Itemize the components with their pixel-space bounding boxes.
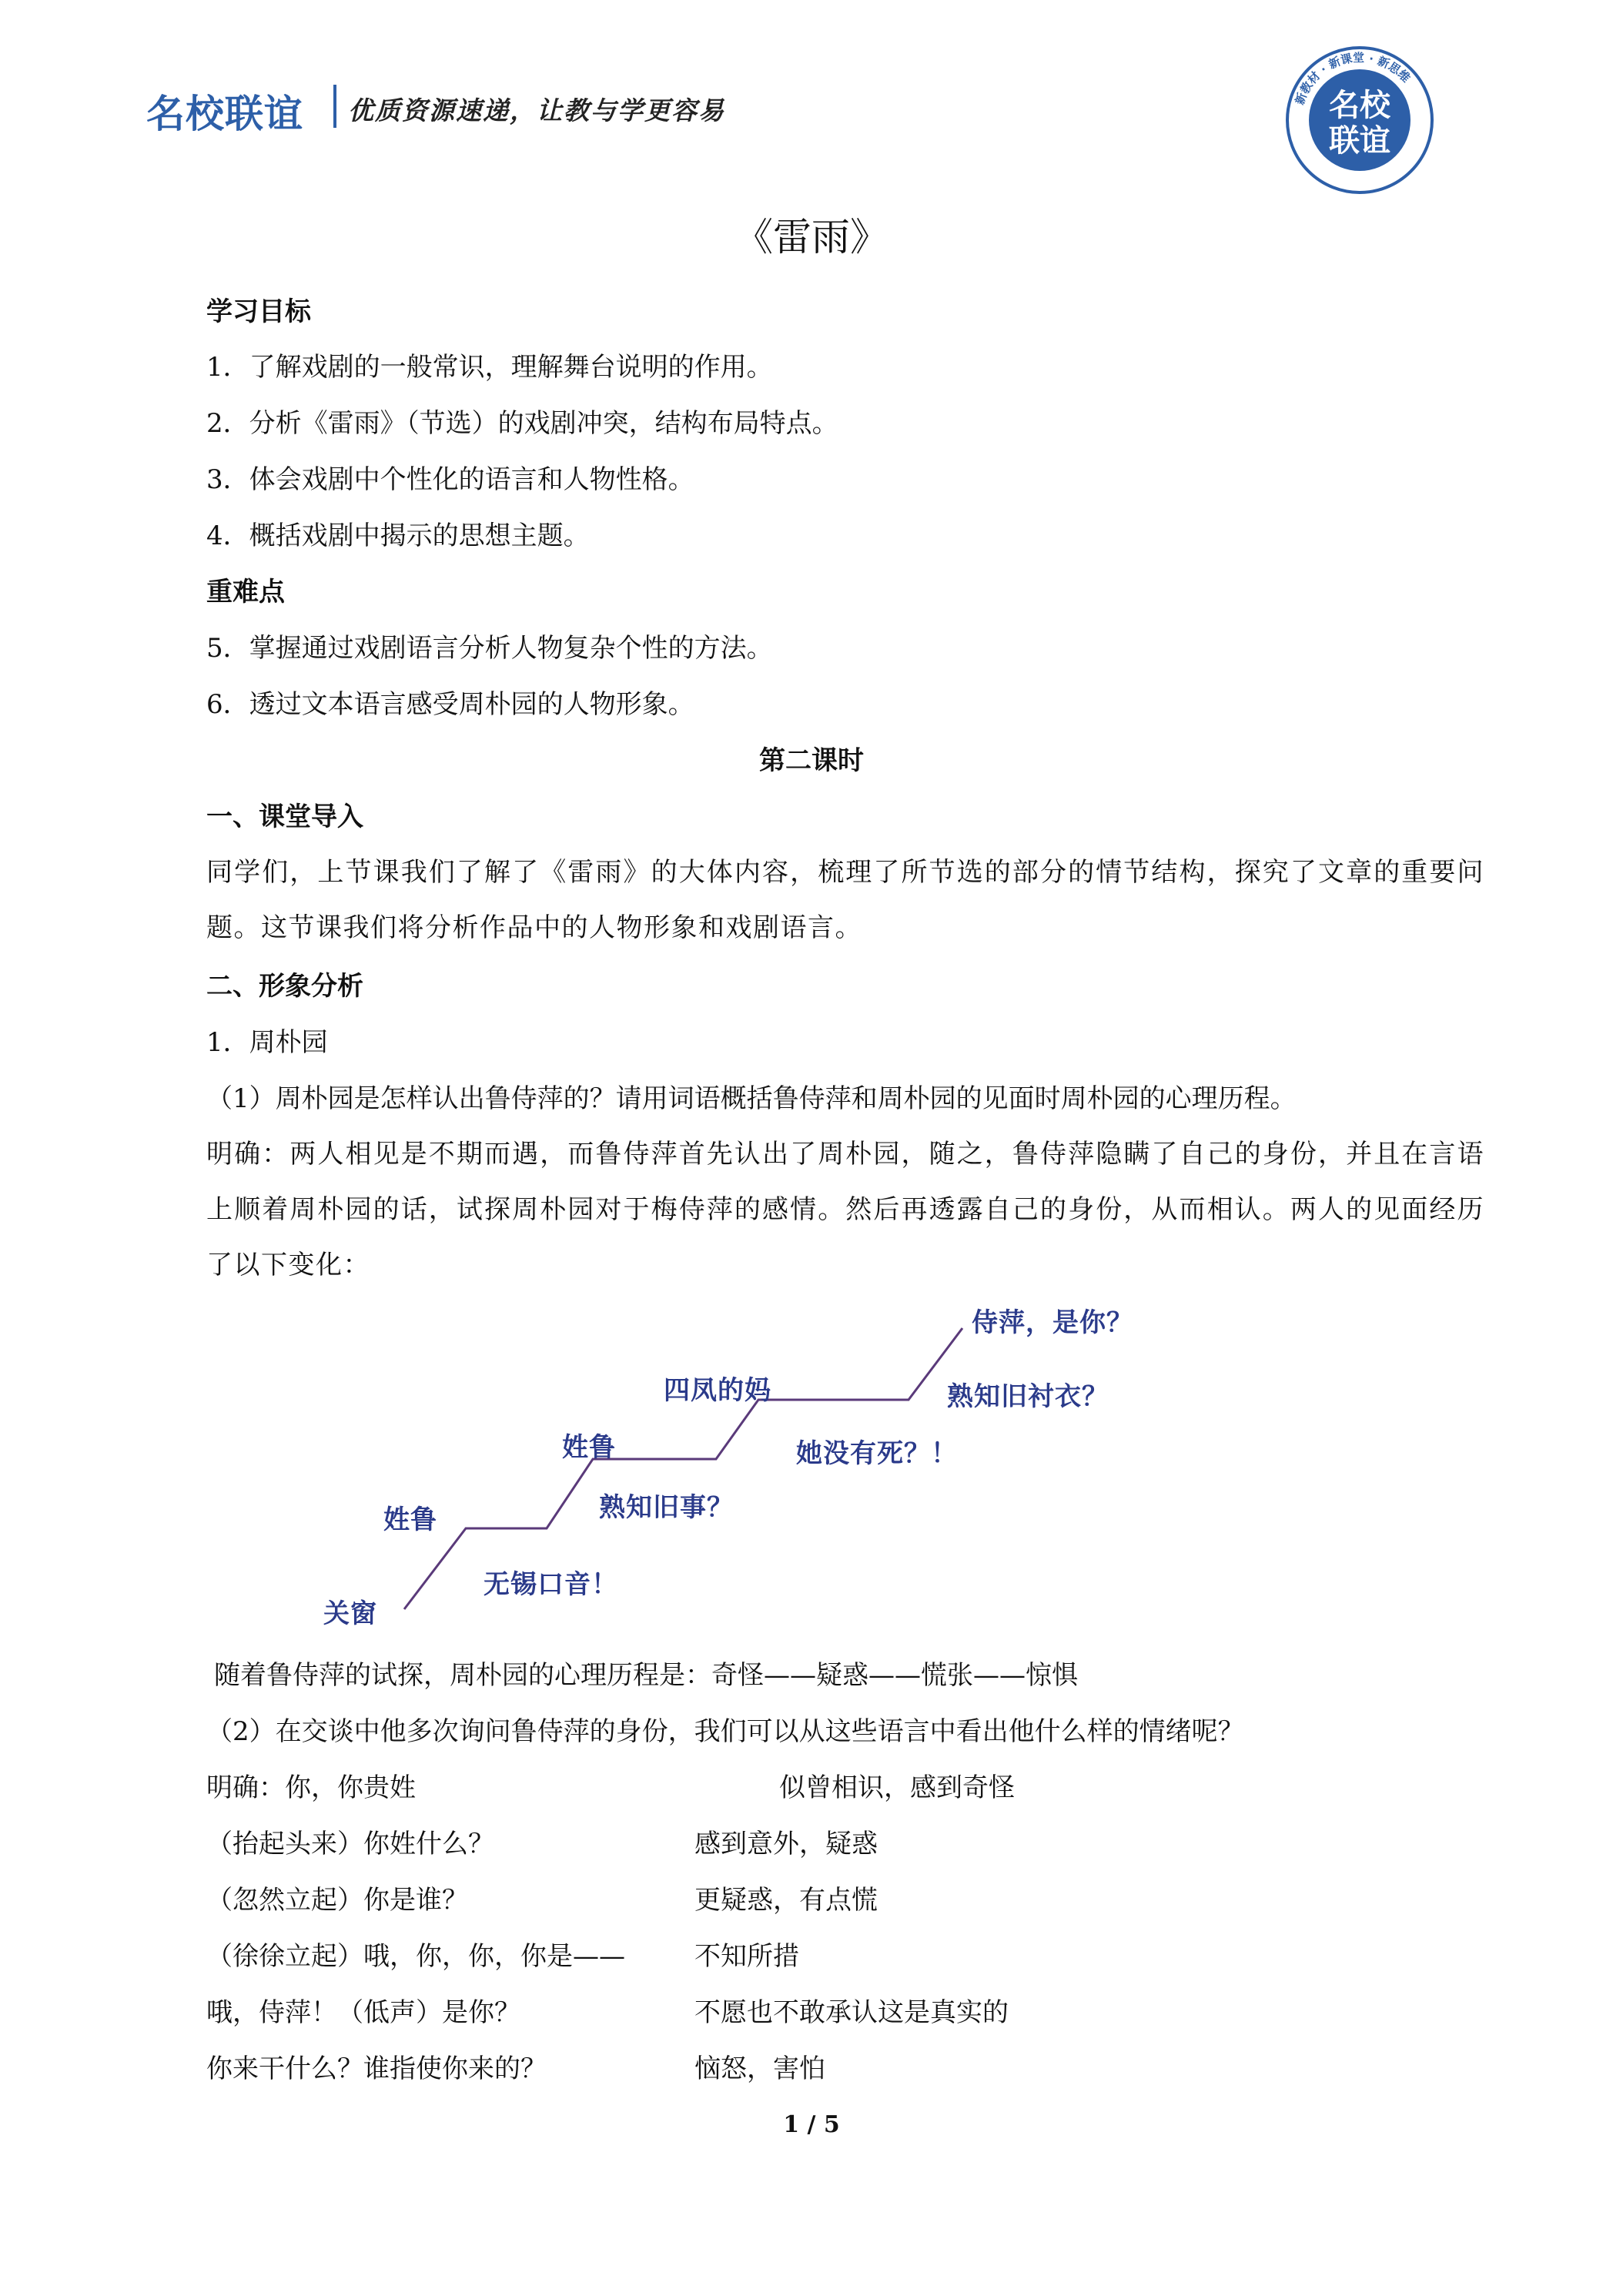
- quote-left: 明确：你，你贵姓: [206, 1772, 416, 1803]
- answer-1: 明确：两人相见是不期而遇，而鲁侍萍首先认出了周朴园，随之，鲁侍萍隐瞒了自己的身份，并且在言语上顺着周朴园的话，试探周朴园对于梅侍萍的感情。然后再透露自己的身份，从而相认。两人的见面经历了以下变化：: [206, 1139, 1484, 1280]
- lesson-heading: 第二课时: [759, 745, 864, 776]
- psychology-staircase-diagram: [308, 1301, 1201, 1640]
- objectives-heading: 学习目标: [206, 296, 311, 327]
- label-guanchuang: 关窗: [323, 1598, 377, 1629]
- label-wuxi-accent: 无锡口音！: [484, 1569, 618, 1600]
- quote-left: 哦，侍萍！（低声）是你？: [206, 1997, 520, 2028]
- keypoint-item: 6．透过文本语言感受周朴园的人物形象。: [206, 689, 694, 720]
- subsection-title: 1．周朴园: [206, 1027, 328, 1058]
- emotion-right: 不愿也不敢承认这是真实的: [694, 1997, 1009, 2028]
- psychology-summary: 随着鲁侍萍的试探，周朴园的心理历程是：奇怪——疑惑——慌张——惊惧: [214, 1660, 1078, 1691]
- keypoints-heading: 重难点: [206, 577, 285, 607]
- section2-heading: 二、形象分析: [206, 971, 363, 1002]
- svg-text:名校: 名校: [1329, 88, 1390, 123]
- objective-item: 3．体会戏剧中个性化的语言和人物性格。: [206, 464, 694, 495]
- question-1: （1）周朴园是怎样认出鲁侍萍的？请用词语概括鲁侍萍和周朴园的见面时周朴园的心理历程。: [206, 1083, 1297, 1114]
- question-2: （2）在交谈中他多次询问鲁侍萍的身份，我们可以从这些语言中看出他什么样的情绪呢？: [206, 1716, 1244, 1747]
- svg-text:新教材 · 新课堂 · 新思维: 新教材 · 新课堂 · 新思维: [1292, 50, 1414, 107]
- quote-left: （抬起头来）你姓什么？: [206, 1829, 494, 1859]
- section1-text: 同学们，上节课我们了解了《雷雨》的大体内容，梳理了所节选的部分的情节结构，探究了文章的重要问题。这节课我们将分析作品中的人物形象和戏剧语言。: [206, 857, 1484, 943]
- emotion-right: 恼怒，害怕: [694, 2053, 825, 2084]
- document-title: 《雷雨》: [735, 215, 888, 259]
- label-meisi: 她没有死？！: [796, 1438, 958, 1469]
- objective-item: 1．了解戏剧的一般常识，理解舞台说明的作用。: [206, 352, 773, 383]
- quote-left: （徐徐立起）哦，你，你，你是——: [206, 1941, 625, 1972]
- label-shuzhi-jiushi: 熟知旧事？: [599, 1492, 734, 1523]
- quote-left: （忽然立起）你是谁？: [206, 1885, 468, 1916]
- label-sifeng-ma: 四凤的妈: [664, 1375, 771, 1406]
- quote-left: 你来干什么？谁指使你来的？: [206, 2053, 547, 2084]
- label-chenyi: 熟知旧衬衣？: [947, 1381, 1109, 1412]
- brand-slogan: 优质资源速递，让教与学更容易: [348, 95, 725, 126]
- emotion-right: 更疑惑，有点慌: [694, 1885, 878, 1916]
- label-shiping: 侍萍，是你？: [972, 1307, 1133, 1338]
- seal-logo-icon: [1284, 45, 1435, 196]
- emotion-right: 不知所措: [694, 1941, 799, 1972]
- svg-text:联谊: 联谊: [1329, 123, 1390, 159]
- staircase-line: [308, 1301, 1201, 1640]
- brand-divider: [333, 85, 336, 128]
- objective-item: 2．分析《雷雨》（节选）的戏剧冲突，结构布局特点。: [206, 408, 838, 439]
- label-xinglu-1: 姓鲁: [383, 1504, 437, 1535]
- page-number: 1 / 5: [783, 2111, 840, 2138]
- label-xinglu-2: 姓鲁: [562, 1432, 616, 1463]
- emotion-right: 感到意外，疑惑: [694, 1829, 878, 1859]
- objective-item: 4．概括戏剧中揭示的思想主题。: [206, 520, 590, 551]
- brand-name: 名校联谊: [146, 92, 303, 136]
- page-header: [146, 50, 1486, 177]
- emotion-right: 似曾相识，感到奇怪: [779, 1772, 1015, 1803]
- keypoint-item: 5．掌握通过戏剧语言分析人物复杂个性的方法。: [206, 633, 773, 664]
- section1-heading: 一、课堂导入: [206, 802, 363, 832]
